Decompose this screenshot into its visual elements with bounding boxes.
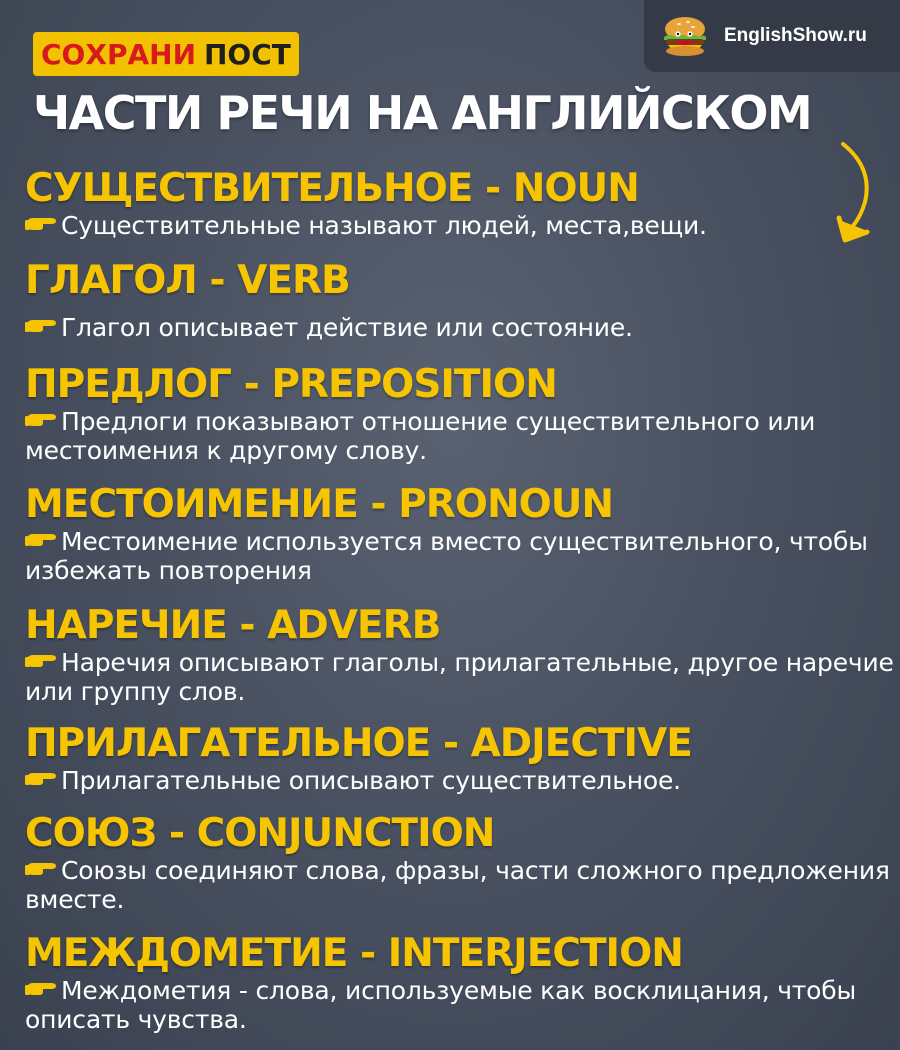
term-description — [25, 313, 895, 342]
description-text: Глагол описывает действие или состояние. — [61, 313, 633, 342]
term-title: ПРЕДЛОГ - PREPOSITION — [25, 362, 557, 407]
section-pronoun — [25, 483, 895, 585]
description-text: Прилагательные описывают существительное. — [61, 766, 681, 795]
section-adverb — [25, 604, 895, 706]
pointing-hand-icon — [25, 767, 59, 787]
pointing-hand-icon — [25, 977, 59, 997]
description-text: Местоимение используется вместо существительного, чтобы избежать повторения — [25, 527, 868, 585]
post-word: ПОСТ — [204, 37, 291, 71]
save-post-badge — [33, 32, 299, 76]
section-conjunction — [25, 812, 895, 914]
term-description — [25, 856, 895, 914]
description-text: Междометия - слова, используемые как восклицания, чтобы описать чувства. — [25, 976, 856, 1034]
section-interjection — [25, 932, 895, 1034]
term-description — [25, 766, 895, 795]
term-description — [25, 527, 895, 585]
pointing-hand-icon — [25, 314, 59, 334]
term-title: МЕЖДОМЕТИЕ - INTERJECTION — [25, 931, 683, 976]
term-description — [25, 407, 895, 465]
pointing-hand-icon — [25, 649, 59, 669]
description-text: Наречия описывают глаголы, прилагательные, другое наречие или группу слов. — [25, 648, 894, 706]
brand-panel — [644, 0, 900, 72]
term-title: СОЮЗ - CONJUNCTION — [25, 811, 495, 856]
section-verb — [25, 259, 895, 342]
term-description — [25, 648, 895, 706]
term-title: ПРИЛАГАТЕЛЬНОЕ - ADJECTIVE — [25, 721, 692, 766]
term-description — [25, 211, 895, 240]
description-text: Существительные называют людей, места,вещи. — [61, 211, 707, 240]
section-preposition — [25, 363, 895, 465]
pointing-hand-icon — [25, 857, 59, 877]
site-name: EnglishShow.ru — [724, 25, 867, 46]
description-text: Союзы соединяют слова, фразы, части сложного предложения вместе. — [25, 856, 890, 914]
term-title: МЕСТОИМЕНИЕ - PRONOUN — [25, 482, 614, 527]
burger-logo-icon — [658, 9, 712, 63]
term-description — [25, 976, 895, 1034]
pointing-hand-icon — [25, 408, 59, 428]
section-adjective — [25, 722, 895, 795]
term-title: СУЩЕСТВИТЕЛЬНОЕ - NOUN — [25, 166, 639, 211]
description-text: Предлоги показывают отношение существительного или местоимения к другому слову. — [25, 407, 816, 465]
save-word: СОХРАНИ — [41, 37, 196, 71]
term-title: ГЛАГОЛ - VERB — [25, 258, 350, 303]
page-title: ЧАСТИ РЕЧИ НА АНГЛИЙСКОМ — [33, 86, 812, 140]
pointing-hand-icon — [25, 212, 59, 232]
section-noun — [25, 167, 895, 240]
pointing-hand-icon — [25, 528, 59, 548]
term-title: НАРЕЧИЕ - ADVERB — [25, 603, 441, 648]
